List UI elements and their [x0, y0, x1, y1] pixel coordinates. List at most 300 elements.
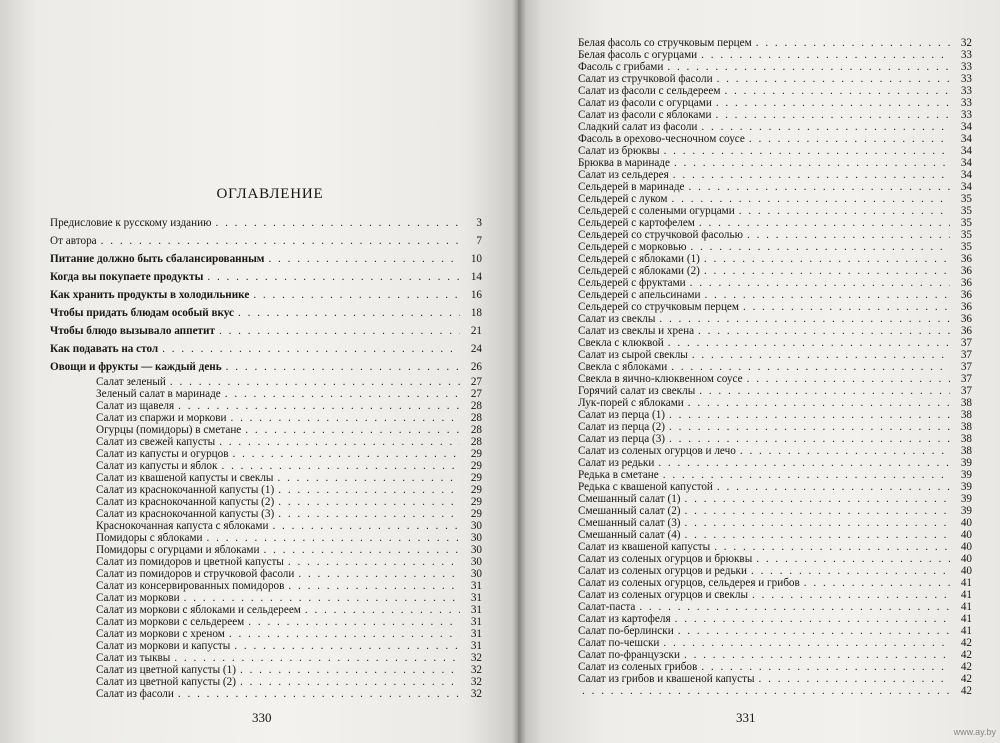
- toc-entry-title: Салат из перца (1): [578, 409, 666, 421]
- watermark: www.ay.by: [953, 727, 996, 737]
- toc-entry-page: 36: [960, 277, 972, 289]
- toc-entry-title: Салат из соленых грибов: [578, 661, 698, 673]
- toc-leader-dots: [162, 340, 460, 358]
- toc-leader-dots: [170, 376, 460, 388]
- toc-entry: [50, 436, 482, 448]
- toc-entry-title: Салат из стручковой фасоли: [578, 73, 713, 85]
- toc-entry-page: 35: [960, 205, 972, 217]
- toc-entry-page: 28: [470, 424, 482, 436]
- toc-entry-title: Салат из цветной капусты (2): [96, 676, 236, 688]
- toc-leader-dots: [288, 556, 460, 568]
- toc-entry: [578, 445, 972, 457]
- toc-entry-title: Сельдерей с солеными огурцами: [578, 205, 735, 217]
- toc-entry: [578, 49, 972, 61]
- toc-entry-title: Салат из моркови с яблоками и сельдереем: [96, 604, 301, 616]
- toc-leader-dots: [678, 625, 950, 637]
- toc-entry-page: 29: [470, 460, 482, 472]
- toc-entry: [50, 628, 482, 640]
- toc-leader-dots: [739, 205, 950, 217]
- toc-entry-title: Смешанный салат (2): [578, 505, 681, 517]
- toc-entry-page: 31: [470, 640, 482, 652]
- toc-entry-title: Сельдерей с картофелем: [578, 217, 695, 229]
- toc-entry-title: Салат из брюквы: [578, 145, 660, 157]
- toc-entry-page: 38: [960, 409, 972, 421]
- toc-entry: [50, 592, 482, 604]
- toc-leader-dots: [716, 97, 950, 109]
- toc-entry-page: 41: [960, 625, 972, 637]
- toc-entry: [50, 412, 482, 424]
- toc-entry: [578, 313, 972, 325]
- toc-entry: [578, 553, 972, 565]
- toc-leader-dots: [752, 589, 950, 601]
- toc-leader-dots: [101, 232, 460, 250]
- toc-entry: [578, 337, 972, 349]
- toc-entry: [50, 232, 482, 250]
- toc-entry-page: 42: [960, 661, 972, 673]
- toc-leader-dots: [699, 217, 950, 229]
- toc-entry-page: 33: [960, 85, 972, 97]
- toc-leader-dots: [253, 286, 460, 304]
- toc-entry-title: Салат из квашеной капусты и свеклы: [96, 472, 274, 484]
- toc-entry-page: 21: [470, 325, 482, 337]
- toc-entry: [50, 484, 482, 496]
- toc-entry-page: 27: [470, 388, 482, 400]
- toc-entry: [50, 322, 482, 340]
- toc-leader-dots: [207, 268, 460, 286]
- toc-entry-page: 39: [960, 481, 972, 493]
- toc-entry-page: 35: [960, 229, 972, 241]
- toc-entry: [50, 448, 482, 460]
- toc-entry: [50, 400, 482, 412]
- toc-entry: [50, 532, 482, 544]
- toc-entry-title: Салат из моркови с хреном: [96, 628, 225, 640]
- toc-leader-dots: [229, 628, 460, 640]
- toc-leader-dots: [174, 652, 460, 664]
- toc-entry-page: 28: [470, 412, 482, 424]
- toc-entry-title: Салат из спаржи и моркови: [96, 412, 227, 424]
- toc-leader-dots: [298, 568, 460, 580]
- toc-entry-title: Салат из моркови: [96, 592, 180, 604]
- toc-entry-page: 39: [960, 469, 972, 481]
- toc-entry-title: Смешанный салат (1): [578, 493, 681, 505]
- toc-entry-title: Салат из помидоров и стручковой фасоли: [96, 568, 295, 580]
- toc-leader-dots: [240, 664, 460, 676]
- toc-entry-title: Салат из свеклы и хрена: [578, 325, 695, 337]
- toc-entry-page: 26: [470, 361, 482, 373]
- toc-entry-title: Салат из грибов и квашеной капусты: [578, 673, 755, 685]
- toc-entry: [578, 457, 972, 469]
- toc-entry: [578, 397, 972, 409]
- toc-leader-dots: [669, 409, 950, 421]
- toc-leader-dots: [639, 601, 950, 613]
- toc-entry-page: 37: [960, 349, 972, 361]
- toc-entry-page: 29: [470, 508, 482, 520]
- toc-entry: [578, 121, 972, 133]
- toc-entry: [578, 649, 972, 661]
- toc-entry-title: Салат из консервированных помидоров: [96, 580, 285, 592]
- toc-entry-title: Сельдерей с фруктами: [578, 277, 686, 289]
- toc-entry: [578, 373, 972, 385]
- toc-leader-dots: [178, 688, 460, 700]
- toc-entry-title: Салат из щавеля: [96, 400, 175, 412]
- toc-entry: [578, 145, 972, 157]
- toc-entry-title: Сельдерей с яблоками (2): [578, 265, 700, 277]
- toc-entry-title: Салат из фасоли с огурцами: [578, 97, 712, 109]
- toc-leader-dots: [704, 289, 950, 301]
- toc-entry-page: 28: [470, 436, 482, 448]
- toc-entry: [578, 505, 972, 517]
- toc-entry-title: Фасоль с грибами: [578, 61, 664, 73]
- toc-entry: [50, 640, 482, 652]
- toc-leader-dots: [756, 553, 950, 565]
- toc-entry-page: 36: [960, 313, 972, 325]
- toc-entry: [578, 673, 972, 685]
- toc-leader-dots: [717, 481, 950, 493]
- toc-entry-page: 30: [470, 568, 482, 580]
- toc-entry: [50, 376, 482, 388]
- toc-entry: [578, 289, 972, 301]
- toc-leader-dots: [225, 388, 460, 400]
- toc-entry-title: Свекла с яблоками: [578, 361, 668, 373]
- toc-entry-page: 42: [960, 649, 972, 661]
- toc-entry-page: 7: [476, 235, 482, 247]
- toc-leader-dots: [714, 541, 950, 553]
- toc-entry-title: Смешанный салат (3): [578, 517, 681, 529]
- toc-entry: [50, 304, 482, 322]
- toc-entry-page: 37: [960, 373, 972, 385]
- toc-entry: [578, 421, 972, 433]
- toc-entry-title: Салат из редьки: [578, 457, 655, 469]
- toc-entry-page: 39: [960, 505, 972, 517]
- toc-leader-dots: [178, 400, 460, 412]
- toc-entry-title: Огурцы (помидоры) в сметане: [96, 424, 242, 436]
- toc-entry-page: 24: [470, 343, 482, 355]
- toc-entry-page: 18: [470, 307, 482, 319]
- toc-entry-page: 41: [960, 613, 972, 625]
- toc-entry: [50, 268, 482, 286]
- toc-entry: [578, 517, 972, 529]
- toc-entry-title: Сладкий салат из фасоли: [578, 121, 698, 133]
- toc-entry-page: 3: [476, 217, 482, 229]
- toc-leader-dots: [689, 181, 951, 193]
- toc-entry: [578, 685, 972, 697]
- toc-leader-dots: [699, 385, 950, 397]
- toc-leader-dots: [692, 349, 950, 361]
- toc-entry-page: 39: [960, 493, 972, 505]
- toc-entry: [50, 688, 482, 700]
- toc-entry: [50, 664, 482, 676]
- toc-entry-title: Горячий салат из свеклы: [578, 385, 696, 397]
- book-gutter: [512, 0, 526, 743]
- toc-leader-dots: [663, 637, 950, 649]
- toc-leader-dots: [288, 580, 460, 592]
- toc-leader-dots: [672, 193, 950, 205]
- toc-leader-dots: [234, 640, 460, 652]
- toc-entry-page: 34: [960, 121, 972, 133]
- toc-entry-title: Сельдерей с яблоками (1): [578, 253, 700, 265]
- toc-leader-dots: [698, 325, 950, 337]
- toc-entry-page: 14: [470, 271, 482, 283]
- toc-entry-title: Салат из сельдерея: [578, 169, 669, 181]
- toc-leader-dots: [747, 373, 950, 385]
- toc-entry-title: Салат из моркови и капусты: [96, 640, 231, 652]
- toc-entry-page: 41: [960, 589, 972, 601]
- toc-entry-page: 40: [960, 529, 972, 541]
- toc-entry-page: 35: [960, 217, 972, 229]
- toc-leader-dots: [215, 214, 460, 232]
- toc-entry: [578, 601, 972, 613]
- toc-entry-title: Салат из перца (2): [578, 421, 666, 433]
- toc-entry-title: Овощи и фрукты — каждый день: [50, 361, 222, 373]
- toc-entry: [50, 568, 482, 580]
- toc-leader-dots: [278, 508, 460, 520]
- toc-entry-page: 38: [960, 421, 972, 433]
- toc-entry: [578, 277, 972, 289]
- toc-entry-title: Салат из картофеля: [578, 613, 671, 625]
- toc-entry-page: 31: [470, 628, 482, 640]
- toc-entry-title: Помидоры с яблоками: [96, 532, 203, 544]
- toc-entry: [578, 385, 972, 397]
- toc-entry-title: Как хранить продукты в холодильнике: [50, 289, 250, 301]
- toc-leader-dots: [671, 361, 950, 373]
- toc-entry: [578, 529, 972, 541]
- toc-leader-dots: [715, 109, 950, 121]
- toc-leader-dots: [673, 169, 950, 181]
- toc-entry: [50, 286, 482, 304]
- toc-title: ОГЛАВЛЕНИЕ: [216, 186, 324, 202]
- toc-entry-page: 42: [960, 637, 972, 649]
- toc-entry: [578, 217, 972, 229]
- toc-leader-dots: [668, 337, 950, 349]
- toc-entry-page: 29: [470, 472, 482, 484]
- toc-entry-page: 42: [960, 673, 972, 685]
- toc-entry: [578, 613, 972, 625]
- toc-leader-dots: [278, 496, 460, 508]
- toc-entry-page: 31: [470, 604, 482, 616]
- toc-leader-dots: [268, 250, 460, 268]
- toc-entry: [578, 73, 972, 85]
- toc-entry-title: Зеленый салат в маринаде: [96, 388, 221, 400]
- toc-entry-page: 39: [960, 457, 972, 469]
- toc-entry-title: Как подавать на стол: [50, 343, 159, 355]
- toc-entry-title: Смешанный салат (4): [578, 529, 681, 541]
- toc-entry-page: 40: [960, 541, 972, 553]
- toc-leader-dots: [756, 37, 950, 49]
- toc-leader-dots: [305, 604, 460, 616]
- toc-entry-page: 37: [960, 385, 972, 397]
- toc-entry-title: От автора: [50, 235, 97, 247]
- toc-entry-page: 31: [470, 592, 482, 604]
- toc-entry-title: Сельдерей в маринаде: [578, 181, 685, 193]
- toc-entry: [578, 109, 972, 121]
- toc-leader-dots: [658, 457, 950, 469]
- toc-entry: [50, 652, 482, 664]
- toc-entry: [578, 589, 972, 601]
- toc-entry-title: Белая фасоль с огурцами: [578, 49, 698, 61]
- toc-entry-title: Сельдерей с луком: [578, 193, 668, 205]
- toc-entry: [50, 676, 482, 688]
- toc-entry: [578, 241, 972, 253]
- toc-entry-title: Брюква в маринаде: [578, 157, 670, 169]
- toc-entry-title: Салат-паста: [578, 601, 636, 613]
- toc-entry: [578, 625, 972, 637]
- toc-entry: [50, 472, 482, 484]
- toc-entry: [578, 325, 972, 337]
- toc-entry-page: 35: [960, 193, 972, 205]
- toc-entry: [50, 460, 482, 472]
- toc-entry-title: Салат из фасоли с сельдереем: [578, 85, 721, 97]
- toc-entry-title: Редька в сметане: [578, 469, 659, 481]
- toc-leader-dots: [704, 265, 950, 277]
- toc-entry: [50, 250, 482, 268]
- toc-entry-page: 36: [960, 253, 972, 265]
- toc-entry-title: Фасоль в орехово-чесночном соусе: [578, 133, 745, 145]
- toc-leader-dots: [233, 448, 460, 460]
- toc-entry-title: Салат из соленых огурцов и свеклы: [578, 589, 749, 601]
- toc-entry-title: Салат из соленых огурцов и лечо: [578, 445, 736, 457]
- toc-leader-dots: [751, 565, 950, 577]
- toc-entry: [578, 193, 972, 205]
- toc-entry: [50, 556, 482, 568]
- toc-entry-page: 32: [470, 652, 482, 664]
- toc-entry: [578, 637, 972, 649]
- toc-entry: [578, 169, 972, 181]
- toc-leader-dots: [659, 313, 950, 325]
- toc-entry-page: 40: [960, 565, 972, 577]
- toc-entry-page: 38: [960, 433, 972, 445]
- toc-leader-dots: [277, 472, 460, 484]
- toc-entry: [578, 253, 972, 265]
- toc-entry-page: 16: [470, 289, 482, 301]
- toc-entry-title: Салат из краснокочанной капусты (1): [96, 484, 275, 496]
- toc-entry-page: 31: [470, 616, 482, 628]
- toc-entry-title: Салат из тыквы: [96, 652, 171, 664]
- toc-entry-title: Салат из фасоли: [96, 688, 174, 700]
- toc-leader-dots: [717, 73, 950, 85]
- toc-leader-dots: [207, 532, 460, 544]
- toc-list-right: [578, 37, 972, 697]
- toc-leader-dots: [685, 517, 950, 529]
- toc-entry: [578, 229, 972, 241]
- toc-entry: [50, 580, 482, 592]
- toc-entry: [50, 508, 482, 520]
- toc-entry-title: Салат из свеклы: [578, 313, 656, 325]
- toc-leader-dots: [759, 673, 950, 685]
- toc-leader-dots: [743, 301, 950, 313]
- toc-entry: [578, 469, 972, 481]
- toc-leader-dots: [684, 649, 950, 661]
- toc-list-left: [50, 214, 482, 700]
- toc-entry-page: 35: [960, 241, 972, 253]
- toc-entry-title: Салат по-французски: [578, 649, 680, 661]
- toc-leader-dots: [219, 322, 460, 340]
- toc-entry-title: Салат из краснокочанной капусты (2): [96, 496, 275, 508]
- toc-leader-dots: [669, 421, 950, 433]
- toc-leader-dots: [230, 412, 460, 424]
- toc-entry-title: Свекла в яично-клюквенном соусе: [578, 373, 743, 385]
- toc-entry-page: 36: [960, 301, 972, 313]
- toc-leader-dots: [226, 358, 460, 376]
- toc-entry-title: Салат из цветной капусты (1): [96, 664, 236, 676]
- toc-entry-page: 38: [960, 397, 972, 409]
- toc-entry-title: Салат из моркови с сельдереем: [96, 616, 245, 628]
- toc-leader-dots: [272, 520, 460, 532]
- toc-entry-page: 28: [470, 400, 482, 412]
- toc-entry-title: Предисловие к русскому изданию: [50, 217, 212, 229]
- toc-entry-title: Сельдерей со стручковым перцем: [578, 301, 739, 313]
- toc-entry: [50, 520, 482, 532]
- toc-entry-title: Салат из капусты и огурцов: [96, 448, 229, 460]
- toc-entry-title: Салат из краснокочанной капусты (3): [96, 508, 275, 520]
- page-number-right: 331: [736, 710, 756, 725]
- toc-entry: [578, 61, 972, 73]
- toc-entry-title: Чтобы блюдо вызывало аппетит: [50, 325, 215, 337]
- toc-entry-title: Салат из перца (3): [578, 433, 666, 445]
- toc-leader-dots: [240, 676, 460, 688]
- toc-entry: [50, 604, 482, 616]
- toc-entry-page: 33: [960, 109, 972, 121]
- toc-entry-title: Салат зеленый: [96, 376, 166, 388]
- toc-entry: [50, 340, 482, 358]
- toc-entry-title: Салат из свежей капусты: [96, 436, 216, 448]
- toc-entry-page: 10: [470, 253, 482, 265]
- toc-entry-title: Помидоры с огурцами и яблоками: [96, 544, 260, 556]
- toc-entry-title: Питание должно быть сбалансированным: [50, 253, 265, 265]
- toc-entry-title: Свекла с клюквой: [578, 337, 664, 349]
- toc-leader-dots: [245, 424, 460, 436]
- toc-entry-page: 33: [960, 49, 972, 61]
- toc-leader-dots: [675, 613, 950, 625]
- toc-entry-page: 29: [470, 496, 482, 508]
- toc-leader-dots: [221, 460, 460, 472]
- toc-entry-title: Краснокочанная капуста с яблоками: [96, 520, 269, 532]
- toc-entry-page: 32: [960, 37, 972, 49]
- toc-entry-page: 33: [960, 73, 972, 85]
- toc-entry-page: 29: [470, 448, 482, 460]
- toc-entry-page: 41: [960, 577, 972, 589]
- toc-leader-dots: [184, 592, 460, 604]
- toc-entry-page: 27: [470, 376, 482, 388]
- toc-entry-page: 37: [960, 361, 972, 373]
- toc-leader-dots: [685, 529, 950, 541]
- toc-entry-title: Лук-порей с яблоками: [578, 397, 684, 409]
- toc-leader-dots: [690, 241, 950, 253]
- toc-leader-dots: [701, 661, 950, 673]
- toc-entry: [50, 424, 482, 436]
- toc-entry-page: 32: [470, 676, 482, 688]
- toc-entry-page: 33: [960, 97, 972, 109]
- toc-entry: [50, 544, 482, 556]
- toc-entry-title: Салат по-чешски: [578, 637, 660, 649]
- toc-entry-title: Салат по-берлински: [578, 625, 674, 637]
- toc-entry: [578, 181, 972, 193]
- toc-entry-page: 34: [960, 157, 972, 169]
- toc-entry-page: 30: [470, 532, 482, 544]
- toc-entry: [578, 565, 972, 577]
- toc-leader-dots: [674, 157, 950, 169]
- toc-entry: [50, 496, 482, 508]
- toc-leader-dots: [238, 304, 460, 322]
- toc-entry: [578, 85, 972, 97]
- toc-entry-title: Салат из соленых огурцов и брюквы: [578, 553, 753, 565]
- toc-entry-page: 32: [470, 664, 482, 676]
- toc-entry-title: Сельдерей с апельсинами: [578, 289, 701, 301]
- toc-entry: [578, 349, 972, 361]
- toc-entry-title: Салат из капусты и яблок: [96, 460, 218, 472]
- toc-entry-page: 34: [960, 169, 972, 181]
- toc-entry-page: 41: [960, 601, 972, 613]
- toc-entry-page: 36: [960, 289, 972, 301]
